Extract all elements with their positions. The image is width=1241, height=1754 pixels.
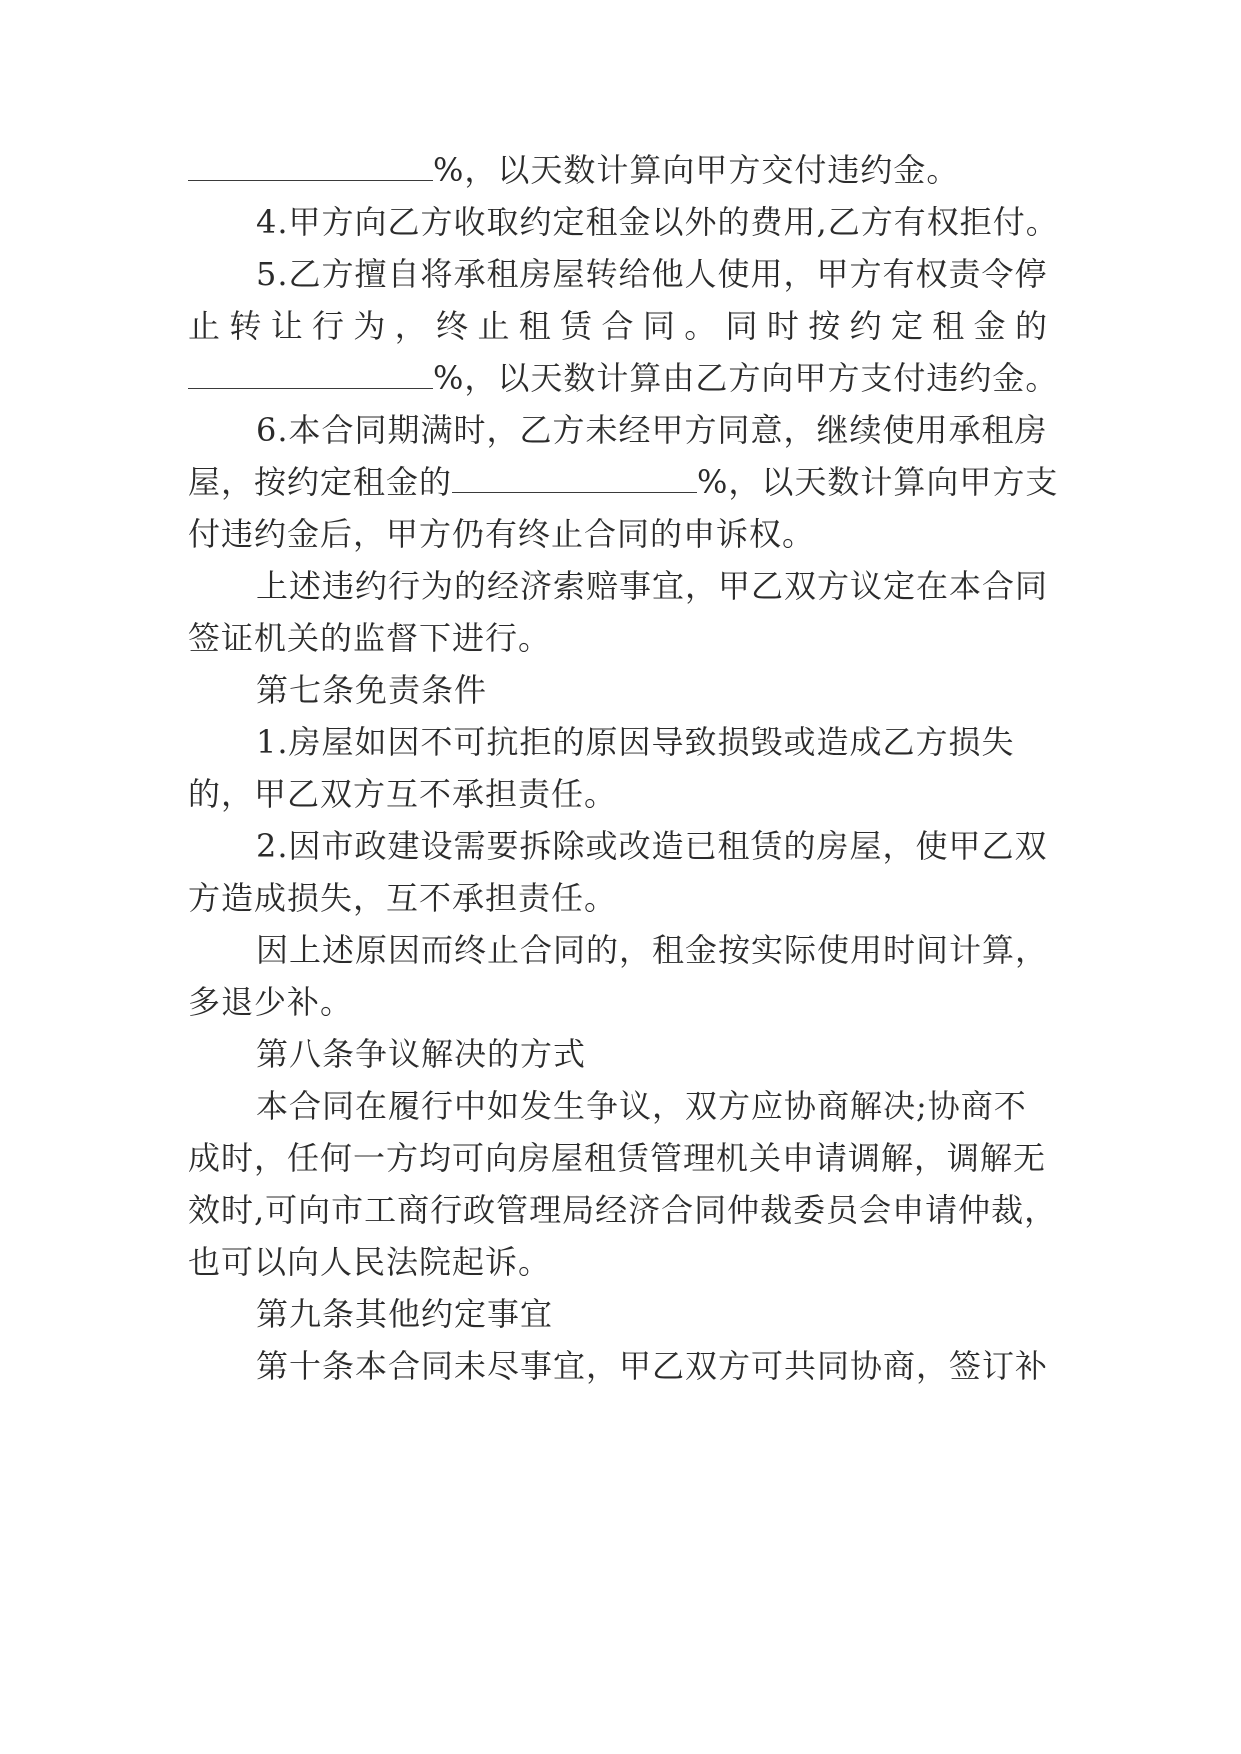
text-line: 本合同在履行中如发生争议，双方应协商解决;协商不 — [256, 1087, 1027, 1125]
text-line: 成时，任何一方均可向房屋租赁管理机关申请调解，调解无 — [188, 1139, 1047, 1177]
text-line — [188, 460, 1088, 504]
text-line: 上述违约行为的经济索赔事宜，甲乙双方议定在本合同 — [256, 567, 1049, 605]
text-line: 2.因市政建设需要拆除或改造已租赁的房屋，使甲乙双 — [256, 827, 1048, 865]
text-line: 付违约金后，甲方仍有终止合同的申诉权。 — [188, 515, 816, 553]
line-text: %，以天数计算向甲方支 — [697, 463, 1059, 501]
text-line: 效时,可向市工商行政管理局经济合同仲裁委员会申请仲裁， — [188, 1191, 1058, 1229]
text-line: 因上述原因而终止合同的，租金按实际使用时间计算， — [256, 931, 1049, 969]
text-line: 签证机关的监督下进行。 — [188, 619, 552, 657]
section-heading: 第七条免责条件 — [256, 671, 488, 709]
section-heading: 第九条其他约定事宜 — [256, 1295, 554, 1333]
text-line: 4.甲方向乙方收取约定租金以外的费用,乙方有权拒付。 — [256, 203, 1059, 241]
text-line: 5.乙方擅自将承租房屋转给他人使用，甲方有权责令停 — [256, 255, 1048, 293]
fill-in-blank — [452, 462, 697, 493]
text-line — [188, 148, 1088, 192]
text-line: 6.本合同期满时，乙方未经甲方同意，继续使用承租房 — [256, 411, 1048, 449]
text-line: 多退少补。 — [188, 983, 354, 1021]
line-text: %，以天数计算向甲方交付违约金。 — [433, 151, 960, 189]
text-line: 的，甲乙双方互不承担责任。 — [188, 775, 618, 813]
line-text: 屋，按约定租金的 — [188, 463, 453, 501]
fill-in-blank — [188, 150, 433, 181]
fill-in-blank — [188, 358, 433, 389]
text-line: 第十条本合同未尽事宜，甲乙双方可共同协商，签订补 — [256, 1347, 1049, 1385]
text-line — [188, 356, 1088, 400]
section-heading: 第八条争议解决的方式 — [256, 1035, 587, 1073]
text-line: 1.房屋如因不可抗拒的原因导致损毁或造成乙方损失 — [256, 723, 1015, 761]
line-text: %，以天数计算由乙方向甲方支付违约金。 — [433, 359, 1059, 397]
text-line: 也可以向人民法院起诉。 — [188, 1243, 552, 1281]
text-line: 方造成损失，互不承担责任。 — [188, 879, 618, 917]
text-line: 止转让行为，终止租赁合同。同时按约定租金的 — [188, 307, 1048, 345]
